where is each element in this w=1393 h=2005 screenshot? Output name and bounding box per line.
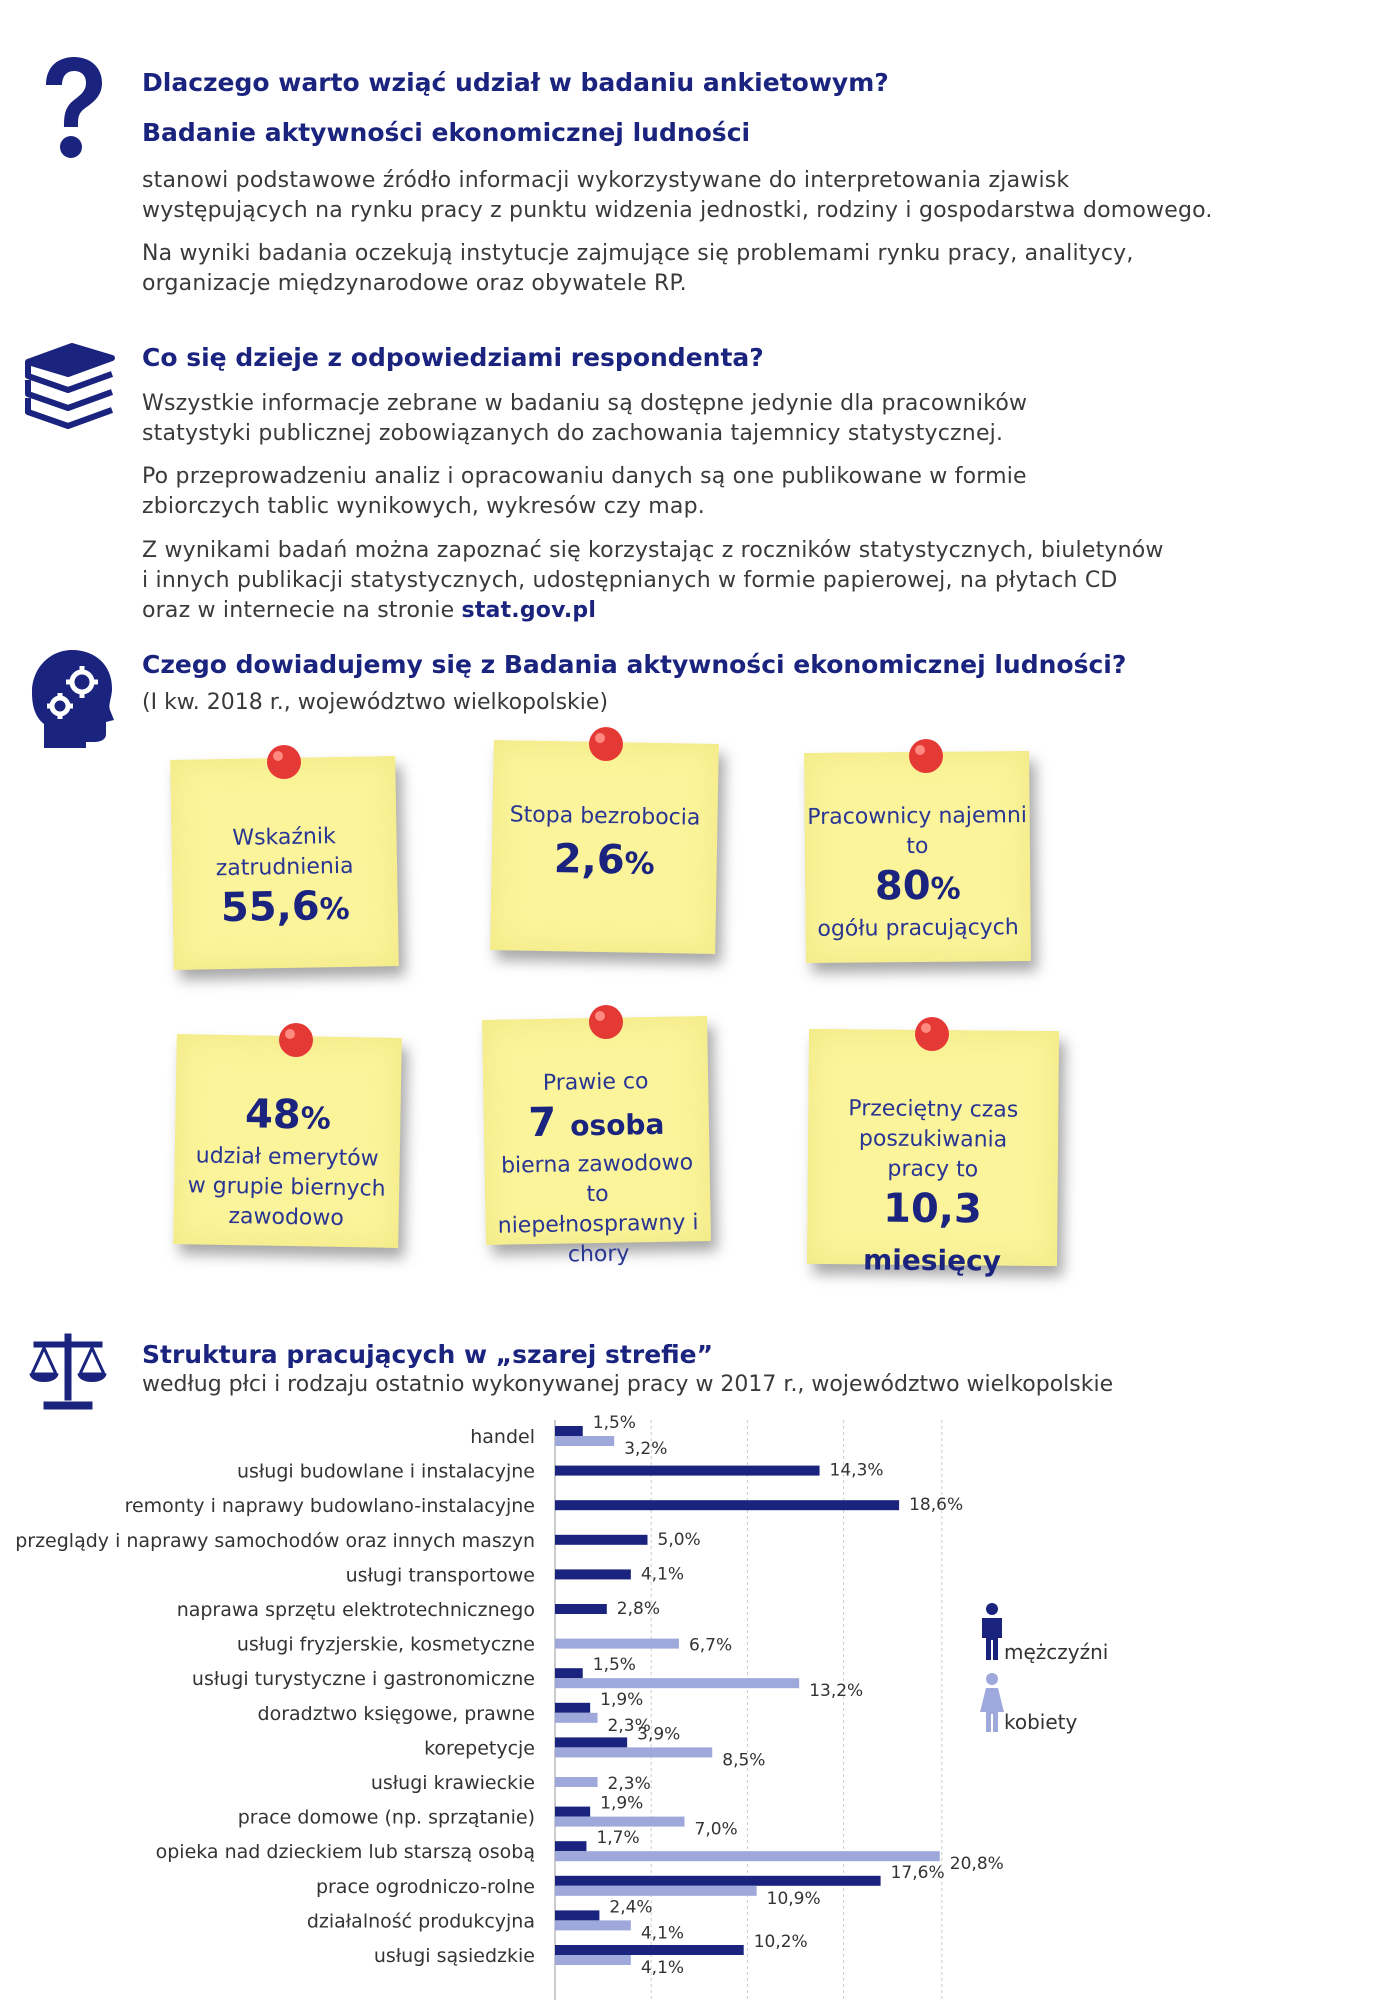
bar-men (555, 1876, 881, 1886)
bar-women (555, 1747, 712, 1757)
data-label-men: 1,9% (600, 1689, 644, 1710)
bar-men (555, 1910, 599, 1920)
section3-heading: Czego dowiadujemy się z Badania aktywności ekonomicznej ludności? (142, 650, 1127, 679)
bar-women (555, 1955, 631, 1965)
note-employment-rate-value: 55,6 (220, 883, 320, 932)
category-label: doradztwo księgowe, prawne (257, 1702, 535, 1725)
data-label-women: 3,2% (624, 1439, 668, 1459)
note-unemployment-rate-label: Stopa bezrobocia (509, 802, 701, 831)
head-gears-icon (30, 648, 115, 748)
bar-men (555, 1945, 744, 1955)
note-disabled-value: 7 (528, 1099, 557, 1147)
data-label-men: 14,3% (829, 1460, 884, 1481)
data-label-men: 5,0% (657, 1529, 701, 1550)
note-employees-bottom: ogółu pracujących (817, 915, 1019, 942)
pin-icon (586, 724, 626, 764)
gray-zone-chart (0, 1400, 1393, 2000)
note-employment-rate-label: Wskaźnik zatrudnienia (215, 824, 354, 882)
note-pensioners-unit: % (300, 1101, 332, 1137)
bar-women (555, 1777, 598, 1787)
note-disabled (482, 1016, 711, 1268)
pin-icon (586, 1002, 626, 1042)
category-label: przeglądy i naprawy samochodów oraz innych maszyn (15, 1529, 535, 1552)
bar-men (555, 1426, 583, 1436)
books-icon (22, 340, 117, 430)
note-employees-label: Pracownicy najemni to (807, 803, 1028, 860)
bar-men (555, 1668, 583, 1678)
pin-icon (264, 742, 304, 782)
note-employees-unit: % (930, 871, 961, 907)
note-job-search-label: Przeciętny czas poszukiwania pracy to (848, 1096, 1019, 1183)
data-label-women: 4,1% (640, 1958, 685, 1978)
data-label-women: 10,9% (766, 1888, 821, 1909)
note-disabled-top: Prawie co (542, 1069, 649, 1096)
category-label: usługi krawieckie (370, 1772, 535, 1794)
pin-icon (912, 1014, 952, 1054)
note-employees-value: 80 (874, 862, 931, 910)
bar-women (555, 1851, 940, 1861)
note-job-search-unit: miesięcy (862, 1243, 1002, 1278)
category-label: prace domowe (np. sprzątanie) (237, 1806, 535, 1829)
data-label-men: 1,7% (596, 1828, 640, 1849)
data-label-men: 2,8% (616, 1599, 661, 1619)
data-label-men: 1,5% (592, 1655, 636, 1676)
bar-women (555, 1817, 685, 1827)
scales-icon (28, 1330, 108, 1410)
section1-para1: stanowi podstawowe źródło informacji wykorzystywane do interpretowania zjawisk występujących na rynku pracy z punktu widzenia jednostki, rodziny i gospodarstwa domowego. (142, 168, 1213, 223)
note-disabled-unit: osoba (569, 1107, 665, 1143)
category-label: usługi turystyczne i gastronomiczne (191, 1668, 535, 1691)
data-label-men: 1,5% (592, 1413, 636, 1433)
note-pensioners-value: 48 (244, 1091, 302, 1139)
bar-men (555, 1807, 590, 1817)
section2-para3 (142, 536, 1172, 626)
section2-para2: Po przeprowadzeniu analiz i opracowaniu danych są one publikowane w formie zbiorczych tablic wynikowych, wykresów czy map. (142, 464, 1027, 519)
note-employment-rate-unit: % (319, 891, 350, 928)
data-label-men: 3,9% (637, 1724, 681, 1745)
bar-women (555, 1713, 598, 1723)
legend-men: mężczyźni (1004, 1640, 1109, 1664)
data-label-men: 18,6% (909, 1495, 964, 1516)
category-label: remonty i naprawy budowlano-instalacyjne (124, 1495, 535, 1518)
category-label: handel (470, 1426, 535, 1448)
data-label-men: 10,2% (753, 1932, 808, 1952)
note-job-search (807, 1029, 1059, 1278)
section1-question: Dlaczego warto wziąć udział w badaniu ankietowym? (142, 68, 889, 97)
note-employees (804, 751, 1031, 963)
bar-men (555, 1466, 820, 1476)
data-label-women: 6,7% (688, 1635, 733, 1656)
bar-men (555, 1535, 648, 1545)
data-label-women: 2,3% (607, 1774, 651, 1794)
bar-men (555, 1604, 607, 1614)
section4-heading: Struktura pracujących w „szarej strefie” (142, 1340, 714, 1369)
category-label: naprawa sprzętu elektrotechnicznego (176, 1599, 535, 1621)
note-unemployment-rate (490, 740, 719, 954)
section2-para3-text: Z wynikami badań można zapoznać się korzystając z roczników statystycznych, biuletynów i innych publikacji statystycznych, udostępnianych w formie papierowej, na płytach CD oraz w internecie na stronie (142, 538, 1164, 623)
data-label-men: 17,6% (890, 1862, 945, 1883)
category-label: usługi budowlane i instalacyjne (236, 1460, 535, 1483)
bar-women (555, 1886, 757, 1896)
category-label: usługi transportowe (345, 1564, 535, 1587)
category-label: usługi fryzjerskie, kosmetyczne (236, 1633, 535, 1656)
data-label-women: 8,5% (722, 1750, 766, 1771)
category-label: prace ogrodniczo-rolne (315, 1875, 535, 1898)
bar-men (555, 1703, 590, 1713)
category-label: opieka nad dzieckiem lub starszą osobą (155, 1841, 535, 1864)
note-unemployment-rate-value: 2,6 (553, 836, 626, 884)
data-label-women: 7,0% (694, 1819, 738, 1840)
note-pensioners (173, 1034, 402, 1248)
data-label-men: 4,1% (640, 1564, 685, 1585)
section3-subtitle: (I kw. 2018 r., województwo wielkopolskie) (142, 690, 609, 715)
note-job-search-value: 10,3 (882, 1185, 983, 1233)
data-label-women: 13,2% (809, 1681, 864, 1702)
category-label: usługi sąsiedzkie (373, 1945, 535, 1967)
bar-women (555, 1639, 679, 1649)
section1-heading: Badanie aktywności ekonomicznej ludności (142, 118, 751, 147)
data-label-men: 2,4% (609, 1897, 653, 1918)
note-employment-rate (170, 756, 399, 970)
man-icon (978, 1602, 1006, 1662)
data-label-women: 4,1% (640, 1923, 685, 1944)
bar-women (555, 1678, 799, 1688)
bar-women (555, 1436, 614, 1446)
note-unemployment-rate-unit: % (624, 846, 655, 882)
woman-icon (978, 1672, 1006, 1734)
note-disabled-bottom: bierna zawodowo to niepełnosprawny i chory (497, 1150, 699, 1268)
pin-icon (276, 1020, 316, 1060)
pin-icon (906, 736, 946, 776)
data-label-women: 20,8% (949, 1854, 1004, 1875)
gray-zone-chart-svg (0, 1400, 1393, 2000)
question-mark-icon (38, 55, 108, 165)
data-label-men: 1,9% (600, 1793, 644, 1814)
category-label: korepetycje (424, 1737, 535, 1760)
data-label-women: 2,3% (607, 1715, 651, 1736)
section4-subtitle: według płci i rodzaju ostatnio wykonywanej pracy w 2017 r., województwo wielkopolskie (142, 1372, 1114, 1397)
bar-men (555, 1737, 627, 1747)
category-label: działalność produkcyjna (306, 1910, 535, 1933)
bar-men (555, 1569, 631, 1579)
section2-para1: Wszystkie informacje zebrane w badaniu są dostępne jedynie dla pracowników statystyki publicznej zobowiązanych do zachowania tajemnicy statystycznej. (142, 391, 1028, 446)
note-pensioners-bottom: udział emerytów w grupie biernych zawodowo (187, 1143, 386, 1231)
section2-heading: Co się dzieje z odpowiedziami respondenta? (142, 343, 764, 372)
section1-para2: Na wyniki badania oczekują instytucje zajmujące się problemami rynku pracy, analitycy, organizacje międzynarodowe oraz obywatele RP. (142, 241, 1134, 296)
stat-gov-link[interactable]: stat.gov.pl (461, 598, 597, 623)
legend-women: kobiety (1004, 1710, 1078, 1734)
bar-men (555, 1500, 899, 1510)
bar-women (555, 1920, 631, 1930)
bar-men (555, 1841, 586, 1851)
